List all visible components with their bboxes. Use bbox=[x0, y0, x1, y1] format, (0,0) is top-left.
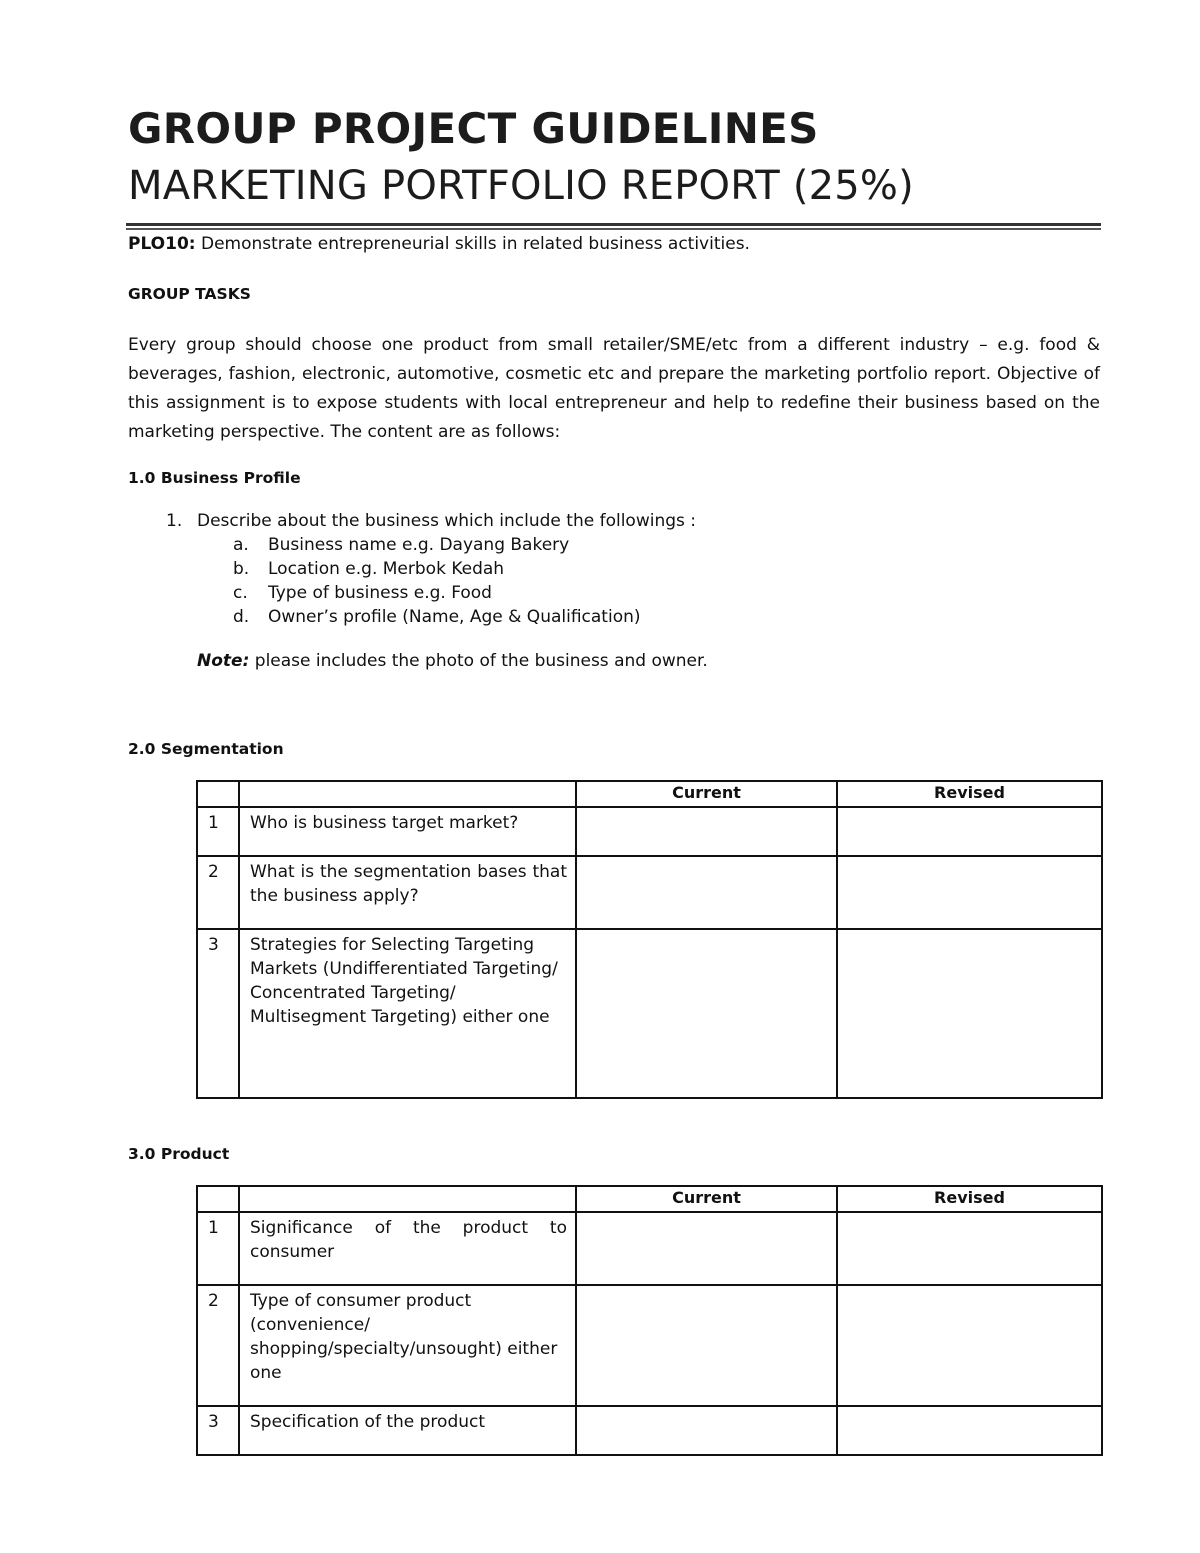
segmentation-heading: 2.0 Segmentation bbox=[128, 740, 284, 758]
page-title: GROUP PROJECT GUIDELINES bbox=[128, 104, 819, 153]
table-row bbox=[197, 1212, 1102, 1285]
note-label: Note: bbox=[197, 651, 250, 671]
plo-statement bbox=[128, 234, 750, 254]
group-tasks-paragraph: Every group should choose one product from small retailer/SME/etc from a different industry – e.g. food & beverages, fashion, electronic, automotive, cosmetic etc and prepare the marketing portfolio report. Objective of this assignment is to expose students with local entrepreneur and help to redefine their business based on the marketing perspective. The content are as follows: bbox=[128, 335, 1100, 442]
row-question: Specification of the product bbox=[239, 1406, 576, 1455]
table-header-row bbox=[197, 1186, 1102, 1212]
list-item-text: Describe about the business which include the followings : bbox=[197, 511, 697, 531]
column-header-revised: Revised bbox=[837, 1186, 1102, 1212]
table-row bbox=[197, 856, 1102, 929]
current-cell bbox=[576, 1212, 837, 1285]
revised-cell bbox=[837, 1406, 1102, 1455]
title-rule-bottom bbox=[126, 228, 1101, 230]
column-header bbox=[239, 1186, 576, 1212]
column-header bbox=[239, 781, 576, 807]
column-header-current: Current bbox=[576, 781, 837, 807]
sub-item-text: Business name e.g. Dayang Bakery bbox=[268, 535, 570, 555]
product-heading: 3.0 Product bbox=[128, 1145, 230, 1163]
current-cell bbox=[576, 807, 837, 856]
sub-item-text: Type of business e.g. Food bbox=[268, 583, 492, 603]
revised-cell bbox=[837, 929, 1102, 1098]
row-question: Significance of the product to consumer bbox=[239, 1212, 576, 1285]
row-number: 3 bbox=[197, 929, 239, 1098]
row-number: 3 bbox=[197, 1406, 239, 1455]
table-row bbox=[197, 929, 1102, 1098]
product-table bbox=[196, 1185, 1103, 1456]
column-header-revised: Revised bbox=[837, 781, 1102, 807]
note-text: please includes the photo of the business and owner. bbox=[249, 651, 708, 671]
revised-cell bbox=[837, 856, 1102, 929]
table-row bbox=[197, 807, 1102, 856]
row-number: 1 bbox=[197, 807, 239, 856]
sub-item-letter: d. bbox=[233, 607, 250, 627]
revised-cell bbox=[837, 1285, 1102, 1406]
sub-item-text: Owner’s profile (Name, Age & Qualification) bbox=[268, 607, 641, 627]
current-cell bbox=[576, 929, 837, 1098]
current-cell bbox=[576, 1285, 837, 1406]
revised-cell bbox=[837, 1212, 1102, 1285]
current-cell bbox=[576, 856, 837, 929]
group-tasks-heading: GROUP TASKS bbox=[128, 285, 251, 303]
row-number: 1 bbox=[197, 1212, 239, 1285]
segmentation-table bbox=[196, 780, 1103, 1099]
column-header bbox=[197, 1186, 239, 1212]
table-header-row bbox=[197, 781, 1102, 807]
current-cell bbox=[576, 1406, 837, 1455]
column-header bbox=[197, 781, 239, 807]
table-row bbox=[197, 1406, 1102, 1455]
sub-item-letter: a. bbox=[233, 535, 249, 555]
title-rule-top bbox=[126, 223, 1101, 226]
sub-item-letter: b. bbox=[233, 559, 250, 579]
note bbox=[197, 651, 708, 671]
row-question: Strategies for Selecting Targeting Markets (Undifferentiated Targeting/ Concentrated Targeting/ Multisegment Targeting) either one bbox=[239, 929, 576, 1098]
plo-text: Demonstrate entrepreneurial skills in related business activities. bbox=[195, 234, 750, 254]
page-subtitle: MARKETING PORTFOLIO REPORT (25%) bbox=[128, 163, 914, 209]
plo-label: PLO10: bbox=[128, 234, 196, 254]
column-header-current: Current bbox=[576, 1186, 837, 1212]
row-number: 2 bbox=[197, 856, 239, 929]
list-item-number: 1. bbox=[166, 511, 183, 531]
row-number: 2 bbox=[197, 1285, 239, 1406]
sub-item-text: Location e.g. Merbok Kedah bbox=[268, 559, 505, 579]
row-question: What is the segmentation bases that the business apply? bbox=[239, 856, 576, 929]
row-question: Who is business target market? bbox=[239, 807, 576, 856]
row-question: Type of consumer product (convenience/ shopping/specialty/unsought) either one bbox=[239, 1285, 576, 1406]
revised-cell bbox=[837, 807, 1102, 856]
business-profile-heading: 1.0 Business Profile bbox=[128, 469, 301, 487]
table-row bbox=[197, 1285, 1102, 1406]
sub-item-letter: c. bbox=[233, 583, 248, 603]
